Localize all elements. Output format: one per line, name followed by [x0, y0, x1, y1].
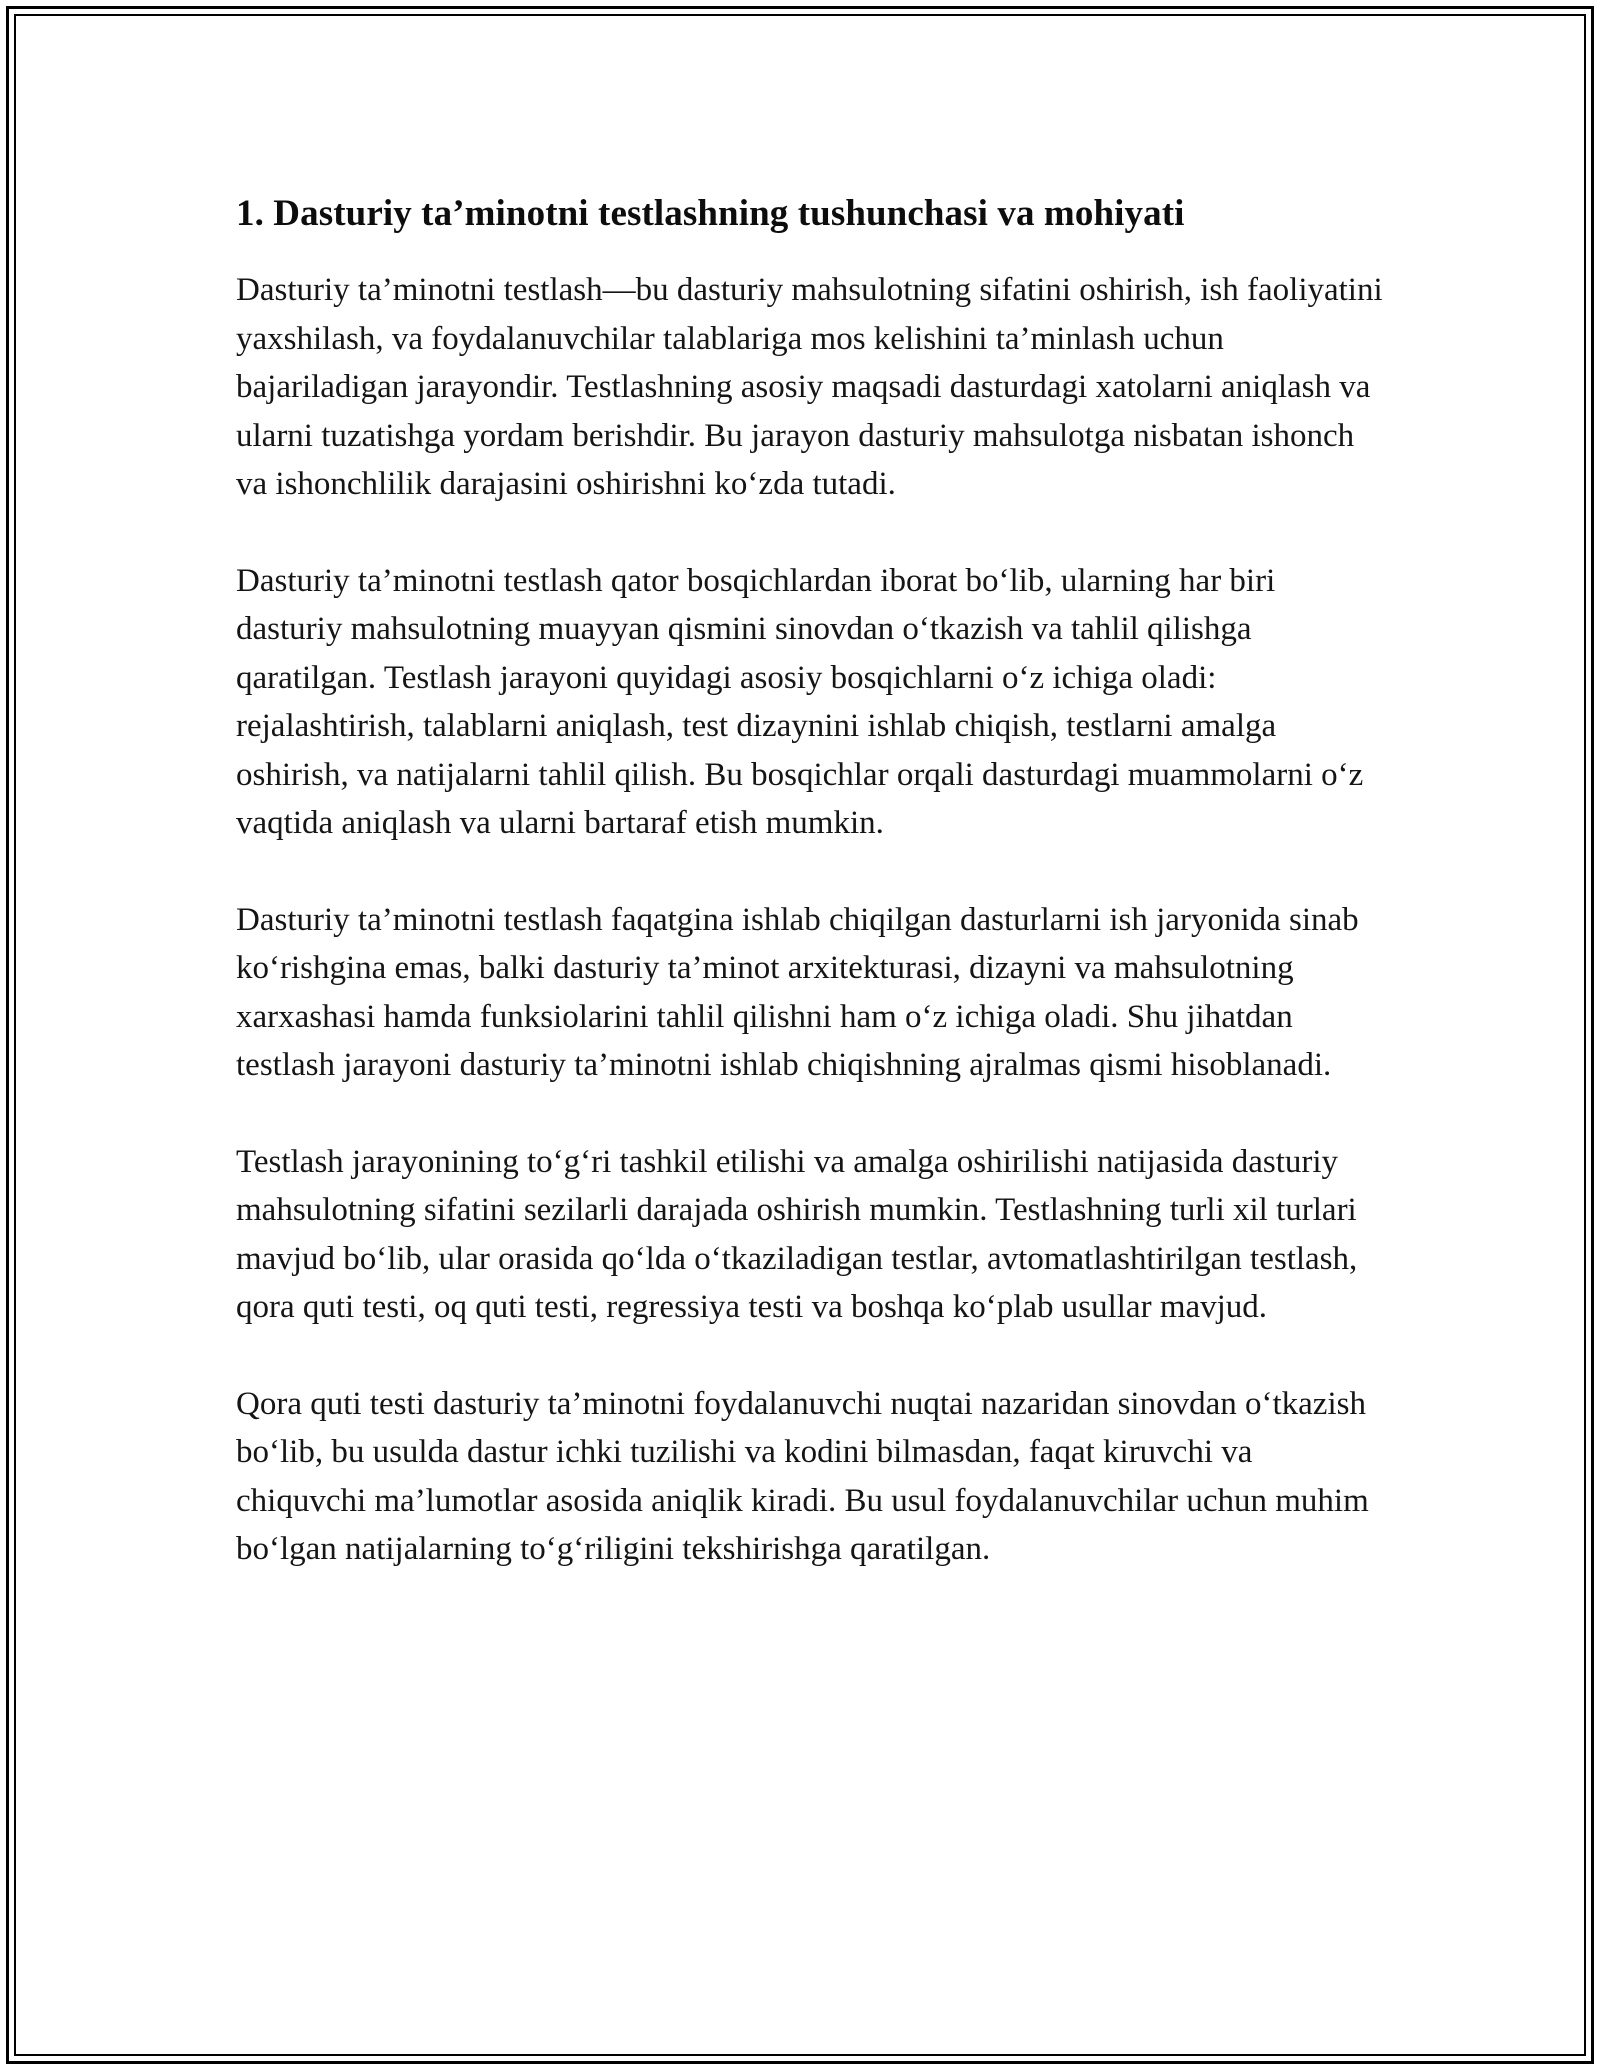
- paragraph-1: Dasturiy ta’minotni testlash—bu dasturiy mahsulotning sifatini oshirish, ish faoliyatini yaxshilash, va foydalanuvchilar talablariga mos kelishini ta’minlash uchun bajariladigan jarayondir. Testlashning asosiy maqsadi dasturdagi xatolarni aniqlash va ularni tuzatishga yordam berishdir. Bu jarayon dasturiy mahsulotga nisbatan ishonch va ishonchlilik darajasini oshirishni ko‘zda tutadi.: [236, 272, 1383, 502]
- document-body: [236, 184, 1386, 1574]
- paragraph-5: Qora quti testi dasturiy ta’minotni foydalanuvchi nuqtai nazaridan sinovdan o‘tkazish bo‘lib, bu usulda dastur ichki tuzilishi va kodini bilmasdan, faqat kiruvchi va chiquvchi ma’lumotlar asosida aniqlik kiradi. Bu usul foydalanuvchilar uchun muhim bo‘lgan natijalarning to‘g‘riligini tekshirishga qaratilgan.: [236, 1385, 1369, 1567]
- paragraph-2: Dasturiy ta’minotni testlash qator bosqichlardan iborat bo‘lib, ularning har biri dasturiy mahsulotning muayyan qismini sinovdan o‘tkazish va tahlil qilishga qaratilgan. Testlash jarayoni quyidagi asosiy bosqichlarni o‘z ichiga oladi: rejalashtirish, talablarni aniqlash, test dizaynini ishlab chiqish, testlarni amalga oshirish, va natijalarni tahlil qilish. Bu bosqichlar orqali dasturdagi muammolarni o‘z vaqtida aniqlash va ularni bartaraf etish mumkin.: [236, 562, 1364, 841]
- section-heading: 1. Dasturiy ta’minotni testlashning tushunchasi va mohiyati: [236, 193, 1185, 234]
- paragraph-4: Testlash jarayonining to‘g‘ri tashkil etilishi va amalga oshirilishi natijasida dasturiy mahsulotning sifatini sezilarli darajada oshirish mumkin. Testlashning turli xil turlari mavjud bo‘lib, ular orasida qo‘lda o‘tkaziladigan testlar, avtomatlashtirilgan testlash, qora quti testi, oq quti testi, regressiya testi va boshqa ko‘plab usullar mavjud.: [236, 1143, 1358, 1325]
- paragraph-3: Dasturiy ta’minotni testlash faqatgina ishlab chiqilgan dasturlarni ish jaryonida sinab ko‘rishgina emas, balki dasturiy ta’minot arxitekturasi, dizayni va mahsulotning xarxashasi hamda funksiolarini tahlil qilishni ham o‘z ichiga oladi. Shu jihatdan testlash jarayoni dasturiy ta’minotni ishlab chiqishning ajralmas qismi hisoblanadi.: [236, 901, 1359, 1083]
